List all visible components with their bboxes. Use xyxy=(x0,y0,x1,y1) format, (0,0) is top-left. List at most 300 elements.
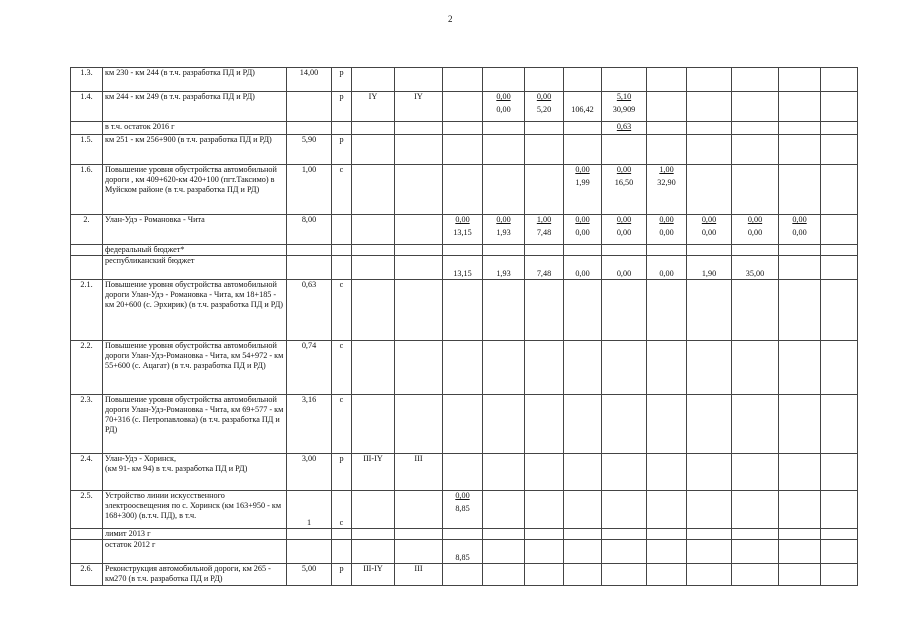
value-upper: 0,00 xyxy=(455,491,470,500)
value-col-14 xyxy=(732,395,779,454)
value-col-15 xyxy=(779,395,821,454)
value-lower: 1,93 xyxy=(496,269,511,278)
value-upper: 0,00 xyxy=(701,215,717,224)
value-col-8 xyxy=(483,341,525,395)
length-km: 5,00 xyxy=(287,564,332,586)
value-col-15 xyxy=(779,491,821,529)
value-lower: 8,85 xyxy=(455,504,470,513)
table-row xyxy=(71,491,858,529)
category-after: III xyxy=(395,564,443,586)
value-col-12 xyxy=(647,245,687,256)
value-col-12 xyxy=(647,540,687,564)
value-col-12 xyxy=(647,341,687,395)
value-upper: 0,00 xyxy=(536,92,552,101)
item-name: Повышение уровня обустройства автомобильной дороги , км 409+620-км 420+100 (пгт.Таксимо) в Муйском районе (в т.ч. разработка ПД и РД) xyxy=(103,165,287,215)
value-lower: 0,00 xyxy=(575,269,590,278)
value-col-9 xyxy=(525,280,564,341)
category-after xyxy=(395,68,443,92)
table-row xyxy=(71,395,858,454)
category-before xyxy=(352,395,395,454)
row-number xyxy=(71,122,103,135)
value-col-13 xyxy=(687,280,732,341)
value-col-10 xyxy=(564,245,602,256)
length-km: 0,74 xyxy=(287,341,332,395)
value-col-7 xyxy=(443,454,483,491)
value-col-16 xyxy=(821,454,858,491)
value-col-14 xyxy=(732,491,779,529)
value-col-16 xyxy=(821,564,858,586)
value-col-14 xyxy=(732,564,779,586)
category-before: III-IY xyxy=(352,454,395,491)
value-col-16 xyxy=(821,491,858,529)
length-km xyxy=(287,122,332,135)
value-col-14 xyxy=(732,245,779,256)
value-lower: 8,85 xyxy=(455,553,470,562)
item-name: Устройство линии искусственного электроосвещения по с. Хоринск (км 163+950 - км 168+300) (в.т.ч. ПД), в т.ч. xyxy=(103,491,287,529)
category-after xyxy=(395,135,443,165)
value-lower: 0,00 xyxy=(747,228,763,237)
table-row xyxy=(71,540,858,564)
value-lower: 7,48 xyxy=(536,269,552,278)
length-km: 1,00 xyxy=(287,165,332,215)
category-before xyxy=(352,529,395,540)
value-lower: 0,00 xyxy=(616,269,632,278)
value-upper: 0,00 xyxy=(496,92,511,101)
table-row xyxy=(71,564,858,586)
value-col-14 xyxy=(732,529,779,540)
value-col-9 xyxy=(525,341,564,395)
value-col-11 xyxy=(602,529,647,540)
category-before: III-IY xyxy=(352,564,395,586)
value-col-15 xyxy=(779,256,821,280)
value-col-13 xyxy=(687,256,732,280)
category-before xyxy=(352,68,395,92)
work-type: р xyxy=(332,564,352,586)
value-col-12 xyxy=(647,529,687,540)
value-col-13 xyxy=(687,165,732,215)
value-col-13 xyxy=(687,122,732,135)
item-name: остаток 2012 г xyxy=(103,540,287,564)
value-col-14 xyxy=(732,280,779,341)
value-col-11 xyxy=(602,341,647,395)
value-col-8 xyxy=(483,68,525,92)
length-km xyxy=(287,256,332,280)
value-col-12 xyxy=(647,395,687,454)
value-upper: 5,10 xyxy=(616,92,632,101)
category-before xyxy=(352,540,395,564)
category-after xyxy=(395,395,443,454)
value-col-14 xyxy=(732,92,779,122)
value-col-7 xyxy=(443,395,483,454)
table-row xyxy=(71,454,858,491)
row-number: 2.1. xyxy=(71,280,103,341)
value-lower: 0,00 xyxy=(575,228,590,237)
value-col-8 xyxy=(483,395,525,454)
category-after xyxy=(395,529,443,540)
length-km: 3,16 xyxy=(287,395,332,454)
value-col-11 xyxy=(602,454,647,491)
row-number xyxy=(71,245,103,256)
value-col-15 xyxy=(779,341,821,395)
row-number: 2. xyxy=(71,215,103,245)
row-number xyxy=(71,540,103,564)
value-col-8 xyxy=(483,215,525,245)
value-col-8 xyxy=(483,245,525,256)
length-km: 14,00 xyxy=(287,68,332,92)
value-col-11 xyxy=(602,245,647,256)
value-col-14 xyxy=(732,256,779,280)
page-number: 2 xyxy=(448,14,453,24)
value-col-12 xyxy=(647,215,687,245)
category-before xyxy=(352,245,395,256)
value-lower: 35,00 xyxy=(745,269,765,278)
table-row xyxy=(71,280,858,341)
value-col-9 xyxy=(525,540,564,564)
value-col-10 xyxy=(564,529,602,540)
value-col-16 xyxy=(821,540,858,564)
value-col-9 xyxy=(525,215,564,245)
value-lower: 106,42 xyxy=(571,105,594,114)
value-col-11 xyxy=(602,68,647,92)
value-col-15 xyxy=(779,280,821,341)
value-col-16 xyxy=(821,92,858,122)
category-after xyxy=(395,215,443,245)
row-number: 1.4. xyxy=(71,92,103,122)
value-col-8 xyxy=(483,280,525,341)
value-col-15 xyxy=(779,245,821,256)
value-col-8 xyxy=(483,135,525,165)
value-lower: 0,00 xyxy=(701,228,717,237)
length-km xyxy=(287,92,332,122)
value-col-14 xyxy=(732,135,779,165)
value-col-9 xyxy=(525,245,564,256)
value-col-7 xyxy=(443,341,483,395)
value-col-9 xyxy=(525,165,564,215)
category-after xyxy=(395,245,443,256)
work-type xyxy=(332,122,352,135)
value-col-10 xyxy=(564,165,602,215)
value-col-13 xyxy=(687,68,732,92)
value-col-7 xyxy=(443,68,483,92)
value-col-7 xyxy=(443,529,483,540)
work-type: р xyxy=(332,68,352,92)
value-lower: 0,00 xyxy=(659,228,674,237)
value-col-8 xyxy=(483,256,525,280)
value-col-12 xyxy=(647,280,687,341)
row-number xyxy=(71,529,103,540)
item-name: Улан-Удэ - Хоринск, (км 91- км 94) в т.ч. разработка ПД и РД) xyxy=(103,454,287,491)
value-col-7 xyxy=(443,122,483,135)
value-col-16 xyxy=(821,245,858,256)
value-col-7 xyxy=(443,280,483,341)
value-lower: 0,00 xyxy=(496,105,511,114)
length-km: 5,90 xyxy=(287,135,332,165)
table-row xyxy=(71,135,858,165)
value-lower: 13,15 xyxy=(453,228,472,237)
value-col-13 xyxy=(687,529,732,540)
value-col-11 xyxy=(602,122,647,135)
work-type xyxy=(332,256,352,280)
value-col-9 xyxy=(525,135,564,165)
value-col-15 xyxy=(779,215,821,245)
value-col-9 xyxy=(525,491,564,529)
value-col-11 xyxy=(602,564,647,586)
item-name: км 244 - км 249 (в т.ч. разработка ПД и РД) xyxy=(103,92,287,122)
work-type: с xyxy=(332,395,352,454)
row-number: 2.2. xyxy=(71,341,103,395)
row-number: 2.3. xyxy=(71,395,103,454)
category-before xyxy=(352,165,395,215)
value-col-7 xyxy=(443,564,483,586)
item-name: Повышение уровня обустройства автомобильной дороги Улан-Удэ - Романовка - Чита, км 18+185 - км 20+600 (с. Эрхирик) (в т.ч. разработка ПД и РД) xyxy=(103,280,287,341)
value-col-10 xyxy=(564,68,602,92)
value-col-11 xyxy=(602,395,647,454)
value-col-12 xyxy=(647,92,687,122)
row-number: 1.6. xyxy=(71,165,103,215)
value-col-10 xyxy=(564,280,602,341)
value-col-15 xyxy=(779,68,821,92)
value-upper: 0,00 xyxy=(496,215,511,224)
item-name: км 230 - км 244 (в т.ч. разработка ПД и РД) xyxy=(103,68,287,92)
value-lower: 13,15 xyxy=(453,269,472,278)
length-km: 3,00 xyxy=(287,454,332,491)
value-col-12 xyxy=(647,454,687,491)
value-col-7 xyxy=(443,256,483,280)
category-before xyxy=(352,135,395,165)
value-col-16 xyxy=(821,215,858,245)
category-before xyxy=(352,341,395,395)
value-col-15 xyxy=(779,540,821,564)
work-type: р xyxy=(332,454,352,491)
length-km: 0,63 xyxy=(287,280,332,341)
value-col-16 xyxy=(821,68,858,92)
value-col-12 xyxy=(647,491,687,529)
value-col-9 xyxy=(525,122,564,135)
value-lower: 5,20 xyxy=(536,105,552,114)
value-col-11 xyxy=(602,540,647,564)
value-upper: 0,00 xyxy=(575,165,590,174)
table-row xyxy=(71,68,858,92)
value-upper: 0,00 xyxy=(616,215,632,224)
item-name: Повышение уровня обустройства автомобильной дороги Улан-Удэ-Романовка - Чита, км 69+577 - км 70+316 (с. Петропавловка) (в т.ч. разработка ПД и РД) xyxy=(103,395,287,454)
length-km xyxy=(287,245,332,256)
category-after xyxy=(395,122,443,135)
value-lower: 16,50 xyxy=(614,178,634,187)
value-col-13 xyxy=(687,215,732,245)
value-col-10 xyxy=(564,256,602,280)
value-col-10 xyxy=(564,92,602,122)
value-col-13 xyxy=(687,135,732,165)
value-col-7 xyxy=(443,135,483,165)
category-before xyxy=(352,122,395,135)
table-row xyxy=(71,341,858,395)
value-col-13 xyxy=(687,245,732,256)
value-col-9 xyxy=(525,564,564,586)
row-number: 1.3. xyxy=(71,68,103,92)
category-after: IY xyxy=(395,92,443,122)
value-lower: 1,90 xyxy=(701,269,717,278)
value-col-10 xyxy=(564,564,602,586)
value-col-11 xyxy=(602,92,647,122)
value-upper: 0,00 xyxy=(792,215,807,224)
value-col-16 xyxy=(821,135,858,165)
value-col-12 xyxy=(647,68,687,92)
value-col-10 xyxy=(564,540,602,564)
value-col-12 xyxy=(647,165,687,215)
category-after xyxy=(395,491,443,529)
value-col-14 xyxy=(732,341,779,395)
value-col-7 xyxy=(443,165,483,215)
value-col-16 xyxy=(821,341,858,395)
category-after xyxy=(395,280,443,341)
value-col-12 xyxy=(647,256,687,280)
value-col-16 xyxy=(821,280,858,341)
category-after: III xyxy=(395,454,443,491)
value-upper: 0,00 xyxy=(455,215,470,224)
value-col-9 xyxy=(525,68,564,92)
value-col-13 xyxy=(687,341,732,395)
item-name: Реконструкция автомобильной дороги, км 265 - км270 (в т.ч. разработка ПД и РД) xyxy=(103,564,287,586)
value-col-15 xyxy=(779,564,821,586)
work-type: с xyxy=(332,280,352,341)
category-after xyxy=(395,341,443,395)
value-col-8 xyxy=(483,92,525,122)
work-type: с xyxy=(332,341,352,395)
value-lower: 0,00 xyxy=(616,228,632,237)
value-col-8 xyxy=(483,122,525,135)
value-col-11 xyxy=(602,280,647,341)
value-lower: 30,909 xyxy=(612,105,636,114)
table-row xyxy=(71,92,858,122)
work-type: р xyxy=(332,135,352,165)
work-type xyxy=(332,245,352,256)
value-col-14 xyxy=(732,165,779,215)
value-col-10 xyxy=(564,215,602,245)
value-col-15 xyxy=(779,165,821,215)
work-type xyxy=(332,540,352,564)
table-row xyxy=(71,215,858,245)
value-col-9 xyxy=(525,395,564,454)
value-col-16 xyxy=(821,165,858,215)
value-col-16 xyxy=(821,256,858,280)
value-col-10 xyxy=(564,122,602,135)
value-col-12 xyxy=(647,122,687,135)
value-col-13 xyxy=(687,540,732,564)
value-col-7 xyxy=(443,245,483,256)
value-col-15 xyxy=(779,529,821,540)
value-col-8 xyxy=(483,454,525,491)
value-col-13 xyxy=(687,564,732,586)
table-row xyxy=(71,529,858,540)
table-row xyxy=(71,165,858,215)
value-col-9 xyxy=(525,454,564,491)
value-col-8 xyxy=(483,491,525,529)
value-col-8 xyxy=(483,165,525,215)
value-col-13 xyxy=(687,454,732,491)
value-col-11 xyxy=(602,491,647,529)
category-before xyxy=(352,215,395,245)
row-number xyxy=(71,256,103,280)
value-upper: 0,00 xyxy=(747,215,763,224)
item-name: Повышение уровня обустройства автомобильной дороги Улан-Удэ-Романовка - Чита, км 54+972 - км 55+600 (с. Ацагат) (в т.ч. разработка ПД и РД) xyxy=(103,341,287,395)
category-before xyxy=(352,256,395,280)
category-before: IY xyxy=(352,92,395,122)
category-after xyxy=(395,165,443,215)
item-name: лимит 2013 г xyxy=(103,529,287,540)
value-col-7 xyxy=(443,215,483,245)
value-col-9 xyxy=(525,256,564,280)
length-km: 1 xyxy=(287,491,332,529)
value-col-8 xyxy=(483,564,525,586)
value-col-13 xyxy=(687,491,732,529)
value-col-15 xyxy=(779,454,821,491)
value-col-10 xyxy=(564,491,602,529)
value-col-15 xyxy=(779,122,821,135)
value-col-12 xyxy=(647,564,687,586)
table-row xyxy=(71,245,858,256)
length-km xyxy=(287,529,332,540)
value-col-16 xyxy=(821,122,858,135)
work-type: с xyxy=(332,491,352,529)
value-upper: 0,00 xyxy=(659,215,674,224)
value-col-14 xyxy=(732,454,779,491)
table-row xyxy=(71,256,858,280)
category-before xyxy=(352,280,395,341)
value-upper: 0,00 xyxy=(575,215,590,224)
value-col-7 xyxy=(443,92,483,122)
row-number: 2.5. xyxy=(71,491,103,529)
value-col-10 xyxy=(564,454,602,491)
value-lower: 1,99 xyxy=(575,178,590,187)
value-col-10 xyxy=(564,395,602,454)
value-upper: 1,00 xyxy=(659,165,674,174)
table-row xyxy=(71,122,858,135)
category-after xyxy=(395,256,443,280)
item-name: республиканский бюджет xyxy=(103,256,287,280)
value-col-14 xyxy=(732,68,779,92)
value-col-16 xyxy=(821,529,858,540)
item-name: Улан-Удэ - Романовка - Чита xyxy=(103,215,287,245)
category-before xyxy=(352,491,395,529)
value-col-7 xyxy=(443,540,483,564)
row-number: 1.5. xyxy=(71,135,103,165)
value-col-16 xyxy=(821,395,858,454)
category-after xyxy=(395,540,443,564)
value-col-13 xyxy=(687,92,732,122)
work-type: р xyxy=(332,92,352,122)
row-number: 2.4. xyxy=(71,454,103,491)
value-lower: 7,48 xyxy=(536,228,552,237)
value-col-8 xyxy=(483,529,525,540)
item-name: км 251 - км 256+900 (в т.ч. разработка ПД и РД) xyxy=(103,135,287,165)
value-col-10 xyxy=(564,135,602,165)
value-col-15 xyxy=(779,135,821,165)
value-col-12 xyxy=(647,135,687,165)
value-lower: 1,93 xyxy=(496,228,511,237)
work-type xyxy=(332,529,352,540)
value-col-10 xyxy=(564,341,602,395)
value-lower: 0,00 xyxy=(792,228,807,237)
value-upper: 1,00 xyxy=(536,215,552,224)
road-program-table xyxy=(70,67,858,586)
value-lower: 0,00 xyxy=(659,269,674,278)
value-col-14 xyxy=(732,122,779,135)
work-type xyxy=(332,215,352,245)
item-name: в т.ч. остаток 2016 г xyxy=(103,122,287,135)
length-km xyxy=(287,540,332,564)
value-col-11 xyxy=(602,135,647,165)
row-number: 2.6. xyxy=(71,564,103,586)
